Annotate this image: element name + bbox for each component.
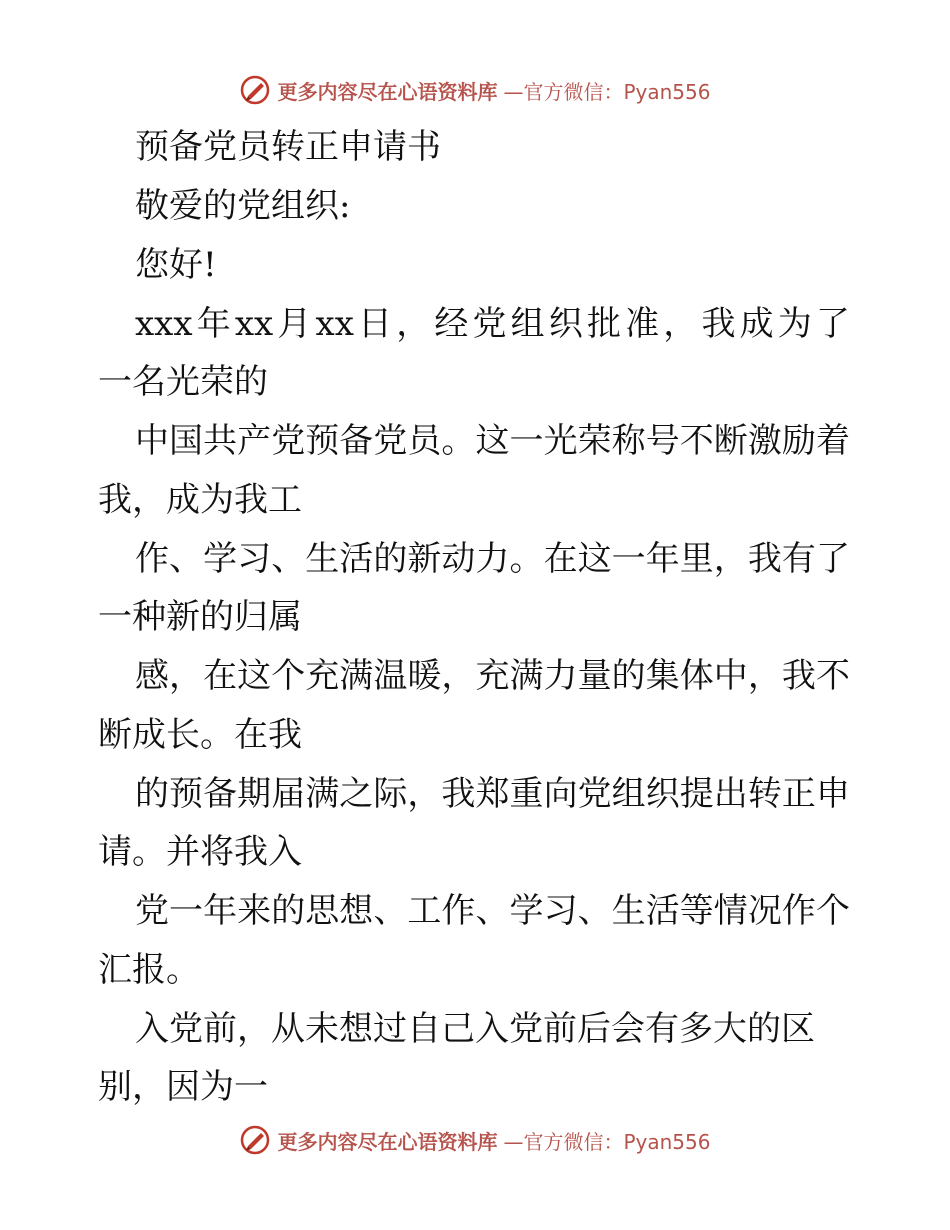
text-token: 满 — [509, 656, 544, 696]
text-token: 多 — [679, 1009, 713, 1049]
text-token: 个 — [815, 891, 850, 931]
text-token: 大 — [713, 1009, 747, 1049]
text-token: xx — [234, 304, 274, 344]
text-token: 作 — [781, 891, 816, 931]
text-token: 国 — [169, 421, 204, 461]
text-token: 、 — [271, 539, 306, 579]
text-token: 力 — [543, 656, 578, 696]
text-token: 共 — [203, 421, 238, 461]
text-token: 期 — [237, 774, 272, 814]
paragraph-line: 别，因为一 — [98, 1067, 268, 1107]
banner-sub-text: —官方微信：Pyan556 — [503, 1129, 711, 1154]
paragraph-line — [135, 774, 850, 814]
pen-logo-icon — [239, 1124, 271, 1156]
salutation: 敬爱的党组织: — [135, 186, 351, 226]
text-token: 党 — [577, 774, 612, 814]
text-token: 感 — [135, 656, 169, 696]
text-token: 党 — [169, 1009, 203, 1049]
paragraph-line — [135, 304, 850, 344]
text-token: 我 — [781, 656, 816, 696]
text-token: 习 — [237, 539, 272, 579]
text-token: 思 — [305, 891, 340, 931]
text-token: 量 — [577, 656, 612, 696]
text-token: 出 — [713, 774, 748, 814]
text-token: 年 — [645, 539, 680, 579]
text-token: 中 — [135, 421, 169, 461]
text-token: 己 — [441, 1009, 475, 1049]
text-token: 未 — [305, 1009, 339, 1049]
text-token: 情 — [713, 891, 748, 931]
text-token: 一 — [169, 891, 204, 931]
text-token: 一 — [509, 421, 544, 461]
text-token: 备 — [339, 421, 374, 461]
text-token: xx — [315, 304, 354, 344]
text-token: 、 — [373, 891, 408, 931]
text-token: 有 — [781, 539, 816, 579]
text-token: 在 — [543, 539, 578, 579]
text-token: 入 — [475, 1009, 509, 1049]
text-token: 习 — [543, 891, 578, 931]
text-token: 不 — [679, 421, 714, 461]
banner-main-text: 更多内容尽在心语资料库 — [277, 1129, 498, 1154]
text-token: 想 — [339, 1009, 373, 1049]
text-token: 我 — [701, 304, 736, 344]
text-token: 。 — [441, 421, 476, 461]
text-token: 党 — [135, 891, 169, 931]
text-token: 着 — [815, 421, 850, 461]
text-token: 区 — [781, 1009, 815, 1049]
text-token: 在 — [203, 656, 238, 696]
text-token: 会 — [611, 1009, 645, 1049]
text-token: xxx — [135, 304, 193, 344]
text-token: 批 — [586, 304, 621, 344]
text-token: 新 — [407, 539, 442, 579]
text-token: 生 — [611, 891, 646, 931]
banner-main-text: 更多内容尽在心语资料库 — [277, 79, 498, 104]
text-token: ， — [441, 656, 476, 696]
text-token: 年 — [196, 304, 231, 344]
paragraph-line: 我，成为我工 — [98, 480, 302, 520]
text-token: 党 — [509, 1009, 543, 1049]
text-token: 党 — [472, 304, 507, 344]
paragraph-line — [135, 539, 850, 579]
pen-logo-icon — [239, 74, 271, 106]
text-token: 的 — [747, 1009, 781, 1049]
text-token: 断 — [713, 421, 748, 461]
text-token: 的 — [373, 539, 408, 579]
text-token: 正 — [781, 774, 816, 814]
paragraph-line: 一种新的归属 — [98, 597, 302, 637]
text-token: 月 — [277, 304, 312, 344]
paragraph-line: 请。并将我入 — [98, 832, 302, 872]
paragraph-line: 断成长。在我 — [98, 715, 302, 755]
text-token: 际 — [373, 774, 408, 814]
text-token: 来 — [237, 891, 272, 931]
text-token: 申 — [815, 774, 850, 814]
text-token: 称 — [611, 421, 646, 461]
text-token: 这 — [577, 539, 612, 579]
text-token: 这 — [237, 656, 272, 696]
text-token: 活 — [645, 891, 680, 931]
text-token: 工 — [407, 891, 442, 931]
text-token: 的 — [135, 774, 169, 814]
text-token: 入 — [135, 1009, 169, 1049]
text-token: 不 — [815, 656, 850, 696]
text-token: 况 — [747, 891, 782, 931]
text-token: 生 — [305, 539, 340, 579]
text-token: ， — [407, 774, 442, 814]
text-token: 过 — [373, 1009, 407, 1049]
text-token: 光 — [543, 421, 578, 461]
text-token: ， — [663, 304, 698, 344]
text-token: 学 — [203, 539, 238, 579]
text-token: 预 — [305, 421, 340, 461]
text-token: 郑 — [475, 774, 510, 814]
text-token: 经 — [434, 304, 469, 344]
text-token: 充 — [475, 656, 510, 696]
text-token: 个 — [271, 656, 306, 696]
text-token: 之 — [339, 774, 374, 814]
text-token: 备 — [203, 774, 238, 814]
text-token: ， — [237, 1009, 271, 1049]
text-token: 等 — [679, 891, 714, 931]
text-token: 员 — [407, 421, 442, 461]
text-token: 学 — [509, 891, 544, 931]
paragraph-line — [135, 1009, 815, 1049]
text-token: 前 — [203, 1009, 237, 1049]
text-token: 、 — [577, 891, 612, 931]
text-token: 动 — [441, 539, 476, 579]
text-token: 满 — [305, 774, 340, 814]
text-token: 我 — [747, 539, 782, 579]
text-token: 为 — [777, 304, 812, 344]
text-token: 温 — [373, 656, 408, 696]
text-token: 向 — [543, 774, 578, 814]
text-token: 力 — [475, 539, 510, 579]
text-token: 组 — [510, 304, 545, 344]
text-token: 励 — [781, 421, 816, 461]
text-token: 体 — [679, 656, 714, 696]
text-token: 转 — [747, 774, 782, 814]
text-token: 我 — [441, 774, 476, 814]
text-token: 中 — [713, 656, 748, 696]
text-token: 自 — [407, 1009, 441, 1049]
text-token: 的 — [611, 656, 646, 696]
text-token: 一 — [611, 539, 646, 579]
text-token: 荣 — [577, 421, 612, 461]
text-token: 活 — [339, 539, 374, 579]
text-token: 集 — [645, 656, 680, 696]
text-token: 准 — [625, 304, 660, 344]
text-token: ， — [713, 539, 748, 579]
text-token: ， — [396, 304, 431, 344]
text-token: 激 — [747, 421, 782, 461]
text-token: 了 — [815, 539, 850, 579]
text-token: 了 — [815, 304, 850, 344]
text-token: 这 — [475, 421, 510, 461]
text-token: 充 — [305, 656, 340, 696]
paragraph-line — [135, 891, 850, 931]
text-token: 前 — [543, 1009, 577, 1049]
text-token: 。 — [509, 539, 544, 579]
text-token: 产 — [237, 421, 272, 461]
document-title: 预备党员转正申请书 — [135, 127, 441, 167]
text-token: 预 — [169, 774, 204, 814]
text-token: 有 — [645, 1009, 679, 1049]
paragraph-line — [135, 656, 850, 696]
text-token: 织 — [548, 304, 583, 344]
text-token: 暖 — [407, 656, 442, 696]
banner-sub-text: —官方微信：Pyan556 — [503, 79, 711, 104]
paragraph-line: 汇报。 — [98, 950, 200, 990]
paragraph-line — [135, 421, 850, 461]
text-token: 后 — [577, 1009, 611, 1049]
text-token: 成 — [739, 304, 774, 344]
text-token: 的 — [271, 891, 306, 931]
text-token: 日 — [358, 304, 393, 344]
text-token: 年 — [203, 891, 238, 931]
text-token: 党 — [271, 421, 306, 461]
text-token: 组 — [611, 774, 646, 814]
text-token: 想 — [339, 891, 374, 931]
text-token: 织 — [645, 774, 680, 814]
text-token: 提 — [679, 774, 714, 814]
text-token: 里 — [679, 539, 714, 579]
text-token: 满 — [339, 656, 374, 696]
text-token: 作 — [441, 891, 476, 931]
text-token: ， — [169, 656, 204, 696]
greeting: 您好! — [135, 245, 217, 285]
text-token: 、 — [475, 891, 510, 931]
header-banner — [0, 70, 950, 110]
text-token: 从 — [271, 1009, 305, 1049]
text-token: 届 — [271, 774, 306, 814]
paragraph-line: 一名光荣的 — [98, 362, 268, 402]
text-token: 重 — [509, 774, 544, 814]
text-token: 党 — [373, 421, 408, 461]
footer-banner — [0, 1120, 950, 1160]
text-token: 作 — [135, 539, 169, 579]
text-token: 号 — [645, 421, 680, 461]
text-token: ， — [747, 656, 782, 696]
text-token: 、 — [169, 539, 204, 579]
